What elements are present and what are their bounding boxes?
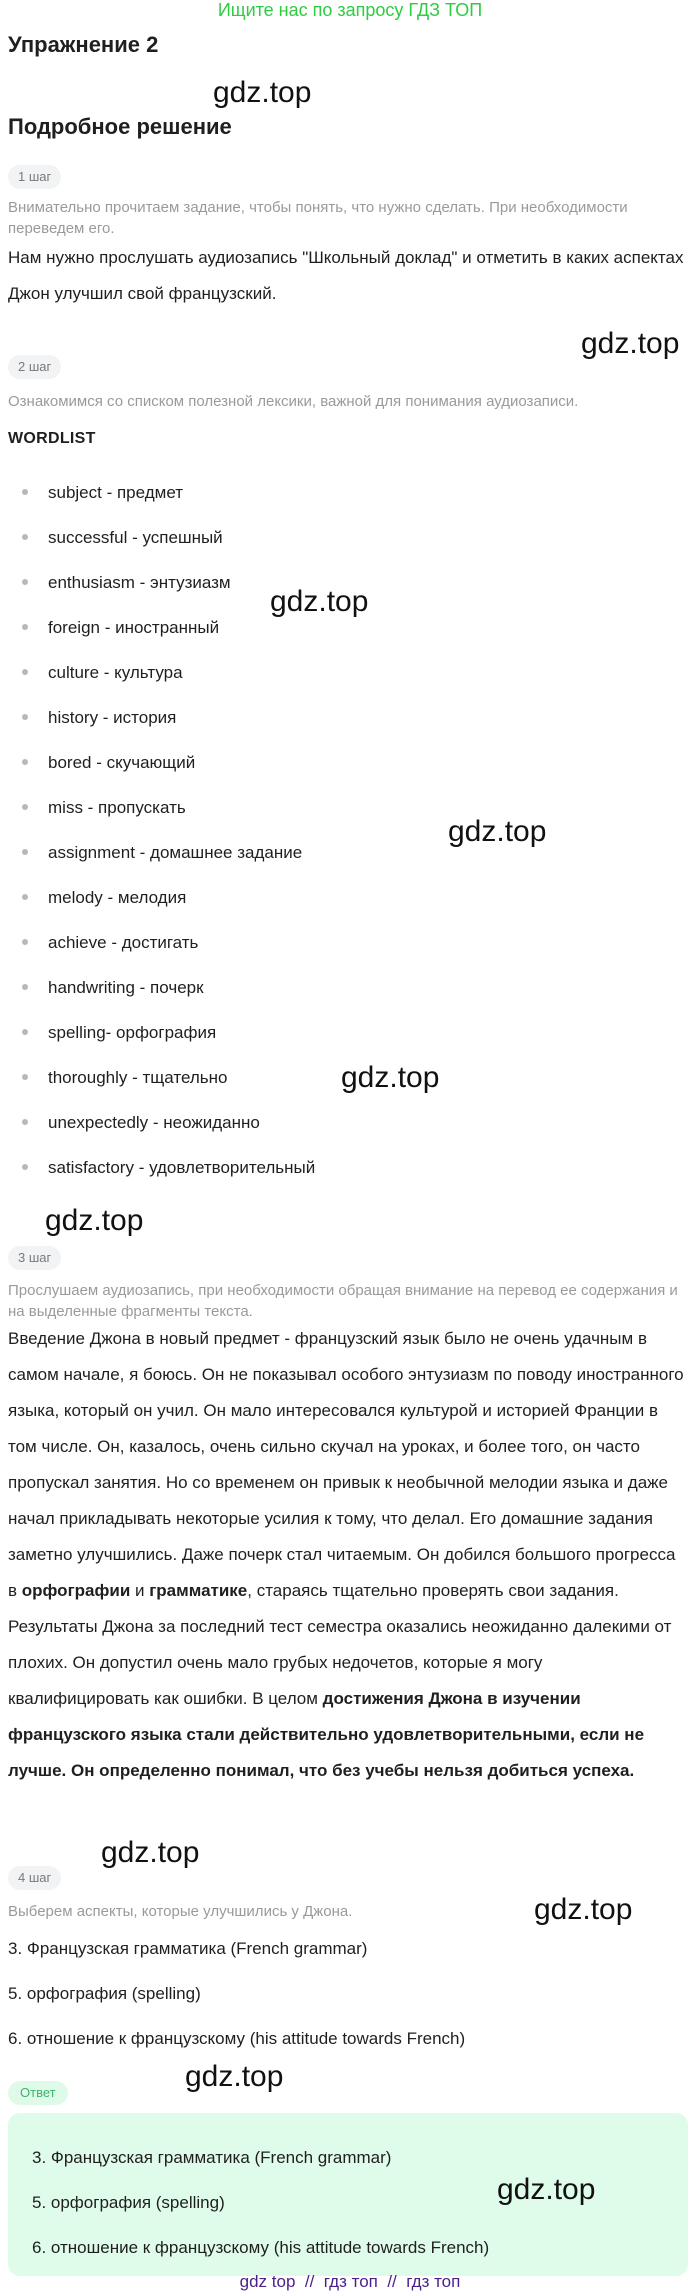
step-1-hint: Внимательно прочитаем задание, чтобы понять, что нужно сделать. При необходимости переведем его. bbox=[8, 199, 628, 237]
bullet-icon bbox=[22, 579, 28, 585]
step-3-badge: 3 шаг bbox=[8, 1246, 61, 1270]
bullet-icon bbox=[22, 894, 28, 900]
watermark: gdz.top bbox=[213, 76, 312, 109]
aspect-item: 6. отношение к французскому (his attitude towards French) bbox=[8, 2029, 466, 2048]
wordlist-item: assignment - домашнее задание bbox=[22, 841, 302, 865]
bullet-icon bbox=[22, 759, 28, 765]
bullet-icon bbox=[22, 489, 28, 495]
wordlist-item: bored - скучающий bbox=[22, 751, 195, 775]
step-1-badge: 1 шаг bbox=[8, 165, 61, 189]
footer-links: gdz top // гдз топ // гдз топ bbox=[239, 2272, 461, 2291]
watermark: gdz.top bbox=[101, 1836, 200, 1869]
wordlist-item: history - история bbox=[22, 706, 176, 730]
watermark: gdz.top bbox=[497, 2173, 596, 2206]
step-3-text: Введение Джона в новый предмет - французский язык было не очень удачным в самом начале, я боюсь. Он не показывал особого энтузиазм по поводу иностранного языка, который он учил. Он мало интересовался культурой и историей Франции в том числе. Он, казалось, очень сильно скучал на уроках, и более того, он часто пропускал занятия. Но со временем он привык к необычной мелодии языка и даже начал прикладывать некоторые усилия к тому, что делал. Его домашние задания заметно улучшились. Даже почерк стал читаемым. Он добился большого прогресса в орфографии и грамматике, стараясь тщательно проверять свои задания. Результаты Джона за последний тест семестра оказались неожиданно далекими от плохих. Он допустил очень мало грубых недочетов, которые я могу квалифицировать как ошибки. В целом достижения Джона в изучении французского языка стали действительно удовлетворительными, если не лучше. Он определенно понимал, что без учебы нельзя добиться успеха. bbox=[8, 1329, 684, 1780]
bullet-icon bbox=[22, 1164, 28, 1170]
watermark: gdz.top bbox=[270, 585, 369, 618]
step-4-hint: Выберем аспекты, которые улучшились у Джона. bbox=[8, 1903, 353, 1920]
watermark: gdz.top bbox=[581, 327, 680, 360]
watermark: gdz.top bbox=[185, 2060, 284, 2093]
top-banner: Ищите нас по запросу ГДЗ ТОП bbox=[217, 0, 483, 20]
answer-item: 3. Французская грамматика (French grammar) bbox=[32, 2148, 392, 2167]
bullet-icon bbox=[22, 1029, 28, 1035]
bullet-icon bbox=[22, 984, 28, 990]
step-4-badge: 4 шаг bbox=[8, 1866, 61, 1890]
wordlist-item: enthusiasm - энтузиазм bbox=[22, 571, 231, 595]
wordlist-item: thoroughly - тщательно bbox=[22, 1066, 227, 1090]
bullet-icon bbox=[22, 624, 28, 630]
step-3-hint: Прослушаем аудиозапись, при необходимости обращая внимание на перевод ее содержания и на выделенные фрагменты текста. bbox=[8, 1282, 678, 1320]
wordlist-item: foreign - иностранный bbox=[22, 616, 219, 640]
wordlist-item: achieve - достигать bbox=[22, 931, 198, 955]
step-2-hint: Ознакомимся со списком полезной лексики, важной для понимания аудиозаписи. bbox=[8, 393, 579, 410]
wordlist-item: satisfactory - удовлетворительный bbox=[22, 1156, 315, 1180]
aspect-item: 3. Французская грамматика (French grammar) bbox=[8, 1939, 368, 1958]
highlight-spelling: орфографии bbox=[21, 1581, 131, 1600]
answer-badge: Ответ bbox=[8, 2081, 68, 2105]
bullet-icon bbox=[22, 804, 28, 810]
highlight-grammar: грамматике bbox=[149, 1581, 248, 1600]
bullet-icon bbox=[22, 714, 28, 720]
bullet-icon bbox=[22, 849, 28, 855]
wordlist-item: miss - пропускать bbox=[22, 796, 186, 820]
bullet-icon bbox=[22, 1074, 28, 1080]
solution-heading: Подробное решение bbox=[8, 114, 232, 139]
wordlist-item: successful - успешный bbox=[22, 526, 223, 550]
wordlist-item: unexpectedly - неожиданно bbox=[22, 1111, 260, 1135]
wordlist-item: subject - предмет bbox=[22, 481, 183, 505]
wordlist-item: handwriting - почерк bbox=[22, 976, 204, 1000]
bullet-icon bbox=[22, 1119, 28, 1125]
watermark: gdz.top bbox=[448, 815, 547, 848]
watermark: gdz.top bbox=[45, 1204, 144, 1237]
wordlist-item: culture - культура bbox=[22, 661, 183, 685]
aspect-item: 5. орфография (spelling) bbox=[8, 1984, 201, 2003]
wordlist-title: WORDLIST bbox=[8, 430, 96, 447]
highlight-achievements: достижения Джона в изучении французского языка стали действительно удовлетворительными, если не лучше. Он определенно понимал, что без учебы нельзя добиться успеха. bbox=[8, 1689, 645, 1780]
answer-item: 5. орфография (spelling) bbox=[32, 2193, 225, 2212]
watermark: gdz.top bbox=[534, 1893, 633, 1926]
wordlist-item: melody - мелодия bbox=[22, 886, 186, 910]
step-1-text: Нам нужно прослушать аудиозапись "Школьный доклад" и отметить в каких аспектах Джон улучшил свой французский. bbox=[8, 248, 684, 303]
bullet-icon bbox=[22, 669, 28, 675]
bullet-icon bbox=[22, 939, 28, 945]
wordlist-item: spelling- орфография bbox=[22, 1021, 216, 1045]
step-2-badge: 2 шаг bbox=[8, 355, 61, 379]
answer-item: 6. отношение к французскому (his attitude towards French) bbox=[32, 2238, 490, 2257]
bullet-icon bbox=[22, 534, 28, 540]
exercise-title: Упражнение 2 bbox=[8, 32, 159, 57]
watermark: gdz.top bbox=[341, 1061, 440, 1094]
